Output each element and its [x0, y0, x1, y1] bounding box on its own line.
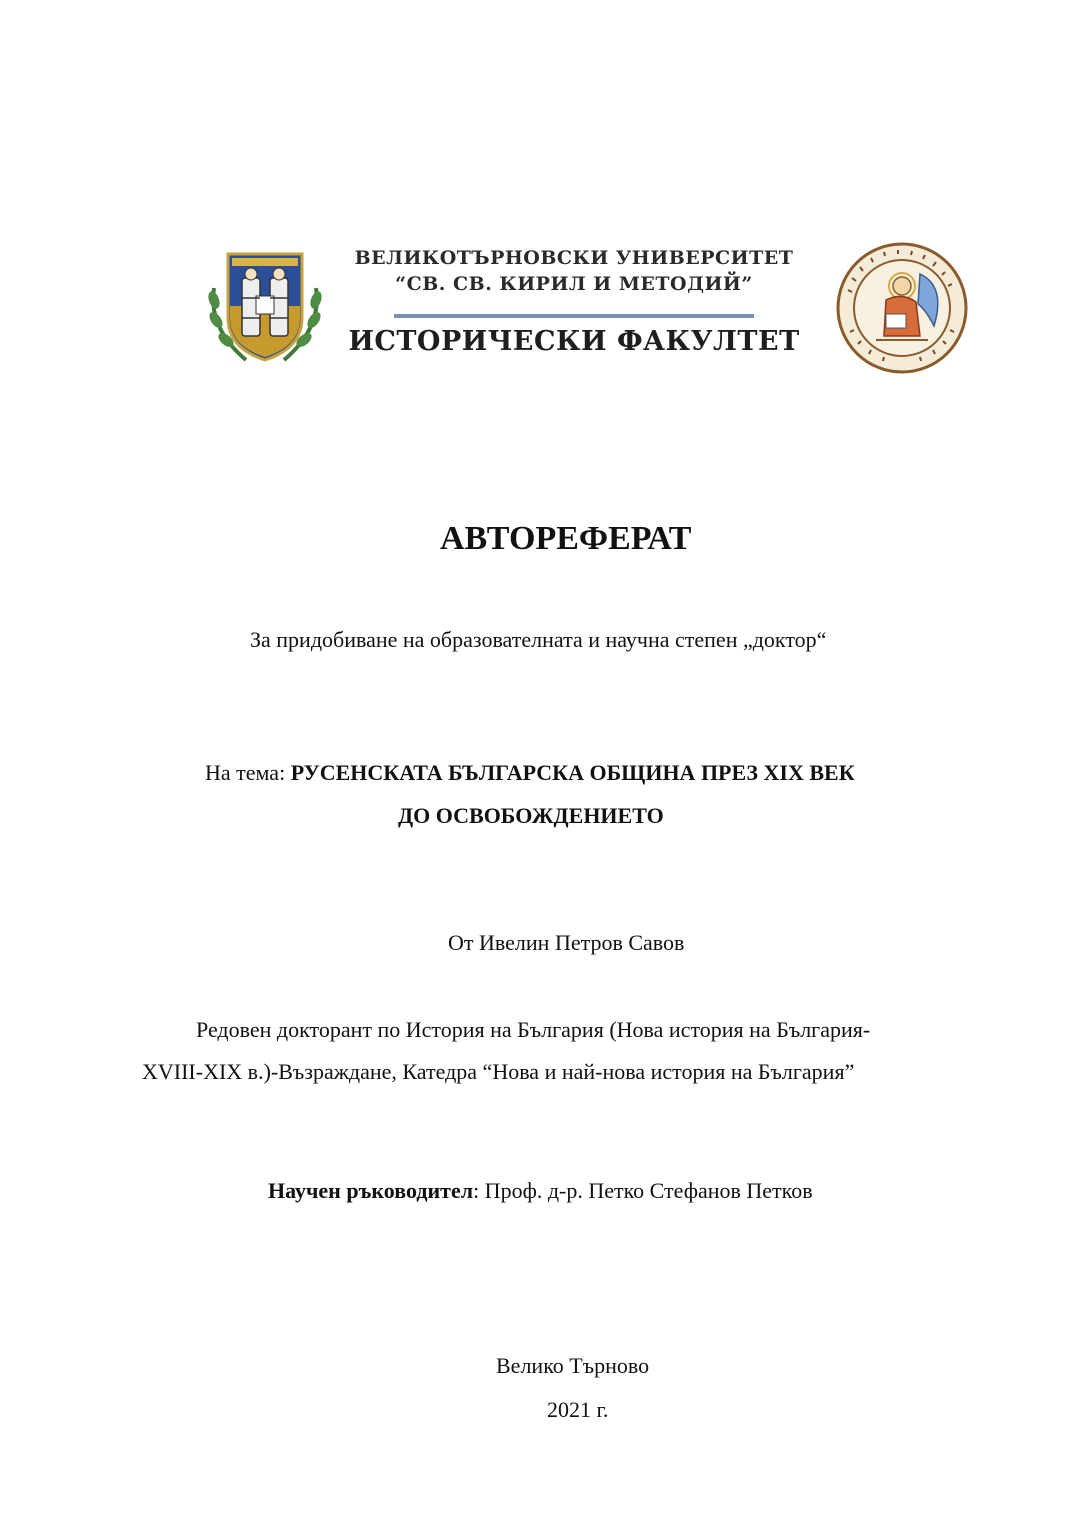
topic-title-part1: РУСЕНСКАТА БЪЛГАРСКА ОБЩИНА ПРЕЗ XIX ВЕК	[290, 760, 855, 785]
status-line1: Редовен докторант по История на България (Нова история на България-	[196, 1017, 871, 1042]
header-divider	[394, 314, 754, 318]
topic-line2	[398, 797, 664, 835]
status-line2: XVIII-XIX в.)-Възраждане, Катедра “Нова и най-нова история на България”	[142, 1059, 855, 1084]
author-line: От Ивелин Петров Савов	[448, 930, 685, 955]
university-name-line1: ВЕЛИКОТЪРНОВСКИ УНИВЕРСИТЕТ	[354, 247, 794, 269]
supervisor-name: : Проф. д-р. Петко Стефанов Петков	[473, 1178, 813, 1203]
year: 2021 г.	[547, 1397, 609, 1422]
faculty-seal-icon	[828, 240, 976, 376]
supervisor-line	[268, 1172, 813, 1210]
degree-line: За придобиване на образователната и научна степен „доктор“	[250, 627, 827, 652]
topic-label: На тема:	[205, 760, 291, 785]
city: Велико Търново	[496, 1353, 650, 1378]
faculty-name: ИСТОРИЧЕСКИ ФАКУЛТЕТ	[348, 326, 800, 357]
topic-line1	[205, 754, 855, 792]
university-name-line2: “СВ. СВ. КИРИЛ И МЕТОДИЙ”	[395, 273, 753, 295]
university-name-block	[342, 246, 806, 357]
supervisor-label: Научен ръководител	[268, 1178, 474, 1203]
topic-title-part2: ДО ОСВОБОЖДЕНИЕТО	[398, 803, 664, 828]
university-header	[206, 238, 976, 378]
university-crest-icon	[206, 248, 324, 368]
document-title: АВТОРЕФЕРАТ	[440, 520, 692, 557]
